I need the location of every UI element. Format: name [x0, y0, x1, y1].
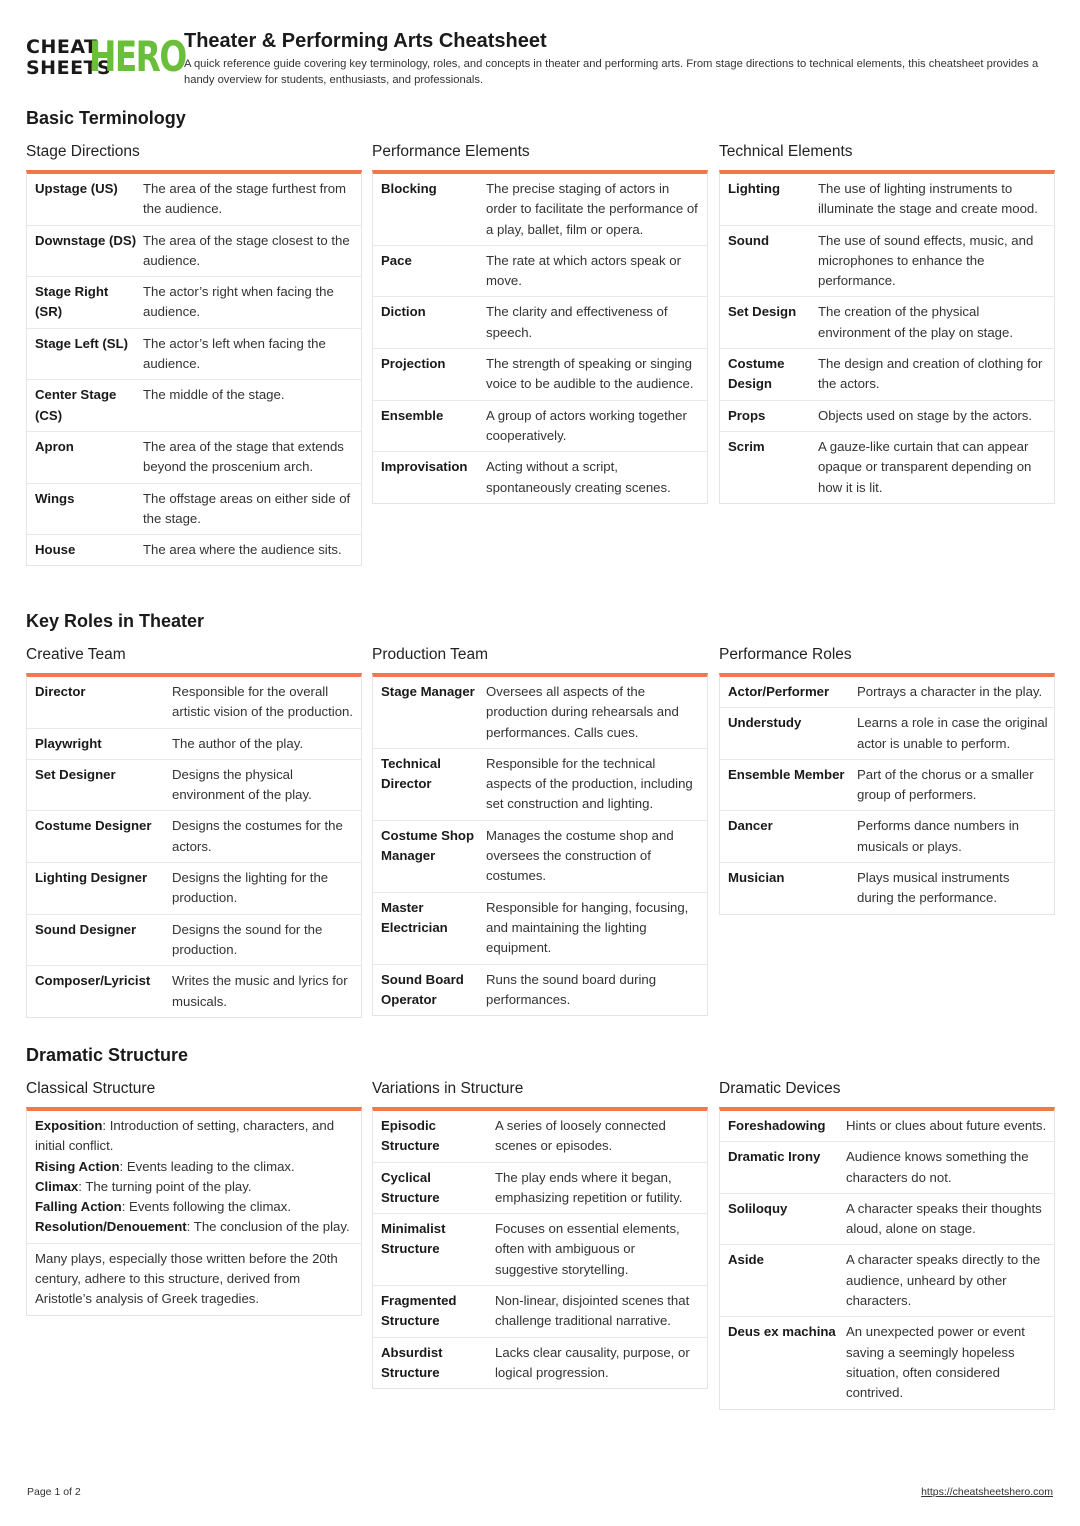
row-term: Stage Right (SR) — [35, 284, 109, 320]
row-term: Composer/Lyricist — [35, 973, 151, 989]
classical-structure-item — [35, 1157, 353, 1177]
row-description: Runs the sound board during performances. — [486, 971, 657, 1007]
row-description: The creation of the physical environment of the play on stage. — [818, 304, 1014, 340]
row-term: Aside — [728, 1252, 764, 1268]
table-row — [720, 174, 1054, 226]
card-creative-team — [26, 645, 362, 1018]
row-term: Set Designer — [35, 766, 116, 782]
table-row — [720, 401, 1054, 432]
row-term: Master Electrician — [381, 899, 448, 935]
row-term: Costume Shop Manager — [381, 827, 475, 864]
table-row — [373, 246, 707, 298]
row-description: A gauze-like curtain that can appear opaque or transparent depending on how it is lit. — [818, 438, 1032, 495]
row-description: An unexpected power or event saving a seemingly hopeless situation, often considered contrived. — [846, 1324, 1025, 1401]
item-description: : The conclusion of the play. — [186, 1219, 350, 1235]
classical-structure-list — [27, 1111, 361, 1244]
row-description: A character speaks directly to the audience, unheard by other characters. — [846, 1252, 1041, 1309]
row-description: Focuses on essential elements, often with ambiguous or suggestive storytelling. — [495, 1221, 680, 1277]
item-description: : The turning point of the play. — [78, 1178, 252, 1194]
row-description: Writes the music and lyrics for musicals. — [172, 973, 348, 1009]
card-title: Performance Roles — [719, 646, 852, 663]
card-performance-roles — [719, 645, 1055, 915]
row-term: Musician — [728, 870, 785, 886]
row-description: Part of the chorus or a smaller group of performers. — [857, 766, 1034, 803]
card-title: Dramatic Devices — [719, 1080, 841, 1097]
row-term: Absurdist Structure — [381, 1344, 443, 1380]
term-table — [719, 673, 1055, 915]
cheatsheetshero-logo[interactable] — [26, 32, 186, 81]
table-row — [720, 760, 1054, 812]
row-description: The use of sound effects, music, and microphones to enhance the performance. — [818, 232, 1034, 289]
row-description: The offstage areas on either side of the stage. — [143, 490, 351, 526]
row-description: The actor’s left when facing the audience. — [143, 335, 326, 372]
card-dramatic-devices — [719, 1079, 1055, 1410]
row-description: Designs the lighting for the production. — [172, 870, 329, 906]
row-description: Plays musical instruments during the performance. — [857, 870, 1010, 906]
section-title-dramatic-structure: Dramatic Structure — [26, 1045, 189, 1065]
table-row — [373, 1286, 707, 1338]
table-row — [720, 811, 1054, 863]
item-term: Resolution/Denouement — [35, 1219, 187, 1235]
row-term: Ensemble — [381, 407, 444, 423]
row-term: Blocking — [381, 181, 437, 196]
row-description: Audience knows something the characters do not. — [846, 1149, 1029, 1185]
table-row — [373, 1163, 707, 1215]
term-table — [372, 1107, 708, 1389]
card-title: Stage Directions — [26, 143, 140, 160]
section-title-basic-terminology: Basic Terminology — [26, 108, 186, 128]
row-description: A series of loosely connected scenes or episodes. — [495, 1118, 666, 1154]
row-description: The area of the stage closest to the audience. — [143, 232, 350, 268]
row-term: Soliloquy — [728, 1200, 788, 1216]
classical-structure-note: Many plays, especially those written before the 20th century, adhere to this structure, derived from Aristotle’s analysis of Greek tragedies. — [35, 1250, 338, 1307]
row-description: The actor’s right when facing the audience. — [143, 284, 334, 320]
row-term: Diction — [381, 304, 426, 320]
row-description: The area of the stage that extends beyond the proscenium arch. — [143, 438, 344, 475]
classical-structure-item — [35, 1116, 353, 1157]
row-term: Pace — [381, 252, 412, 268]
row-description: Portrays a character in the play. — [857, 684, 1043, 699]
card-title: Performance Elements — [372, 143, 530, 160]
row-term: Sound Designer — [35, 921, 137, 937]
row-term: Stage Left (SL) — [35, 335, 129, 351]
table-row — [27, 226, 361, 278]
logo-text-cheat: CHEAT — [26, 36, 98, 58]
table-row — [720, 1111, 1054, 1142]
row-description: Responsible for hanging, focusing, and maintaining the lighting equipment. — [486, 899, 689, 956]
term-table — [26, 170, 362, 566]
row-description: The strength of speaking or singing voice to be audible to the audience. — [486, 356, 694, 392]
row-term: Lighting Designer — [35, 870, 148, 886]
table-row — [720, 432, 1054, 503]
table-row — [27, 484, 361, 536]
table-row — [720, 1142, 1054, 1194]
row-term: Dramatic Irony — [728, 1149, 821, 1165]
item-description: : Events leading to the climax. — [119, 1158, 295, 1174]
term-table — [719, 1107, 1055, 1410]
row-description: A group of actors working together cooperatively. — [486, 407, 687, 443]
row-term: Wings — [35, 490, 75, 506]
row-description: Hints or clues about future events. — [846, 1118, 1047, 1133]
table-row — [373, 1214, 707, 1286]
row-term: Dancer — [728, 818, 773, 834]
table-row — [720, 226, 1054, 298]
item-description: : Introduction of setting, characters, and initial conflict. — [35, 1118, 335, 1154]
table-row — [720, 297, 1054, 349]
row-description: Responsible for the overall artistic vision of the production. — [172, 684, 354, 720]
table-row — [373, 677, 707, 749]
row-description: Performs dance numbers in musicals or plays. — [857, 818, 1019, 854]
row-description: The clarity and effectiveness of speech. — [486, 304, 668, 340]
row-description: Designs the physical environment of the play. — [172, 766, 312, 803]
row-term: Set Design — [728, 304, 797, 320]
card-classical-structure — [26, 1079, 362, 1316]
table-row — [27, 863, 361, 915]
row-description: Manages the costume shop and oversees the construction of costumes. — [486, 827, 674, 884]
table-row — [373, 821, 707, 893]
row-description: A character speaks their thoughts aloud, alone on stage. — [846, 1200, 1042, 1237]
row-term: Improvisation — [381, 459, 468, 475]
classical-structure-item — [35, 1177, 353, 1197]
item-term: Falling Action — [35, 1199, 122, 1215]
term-table — [372, 170, 708, 504]
classical-structure-item — [35, 1217, 353, 1237]
page-title: Theater & Performing Arts Cheatsheet — [184, 30, 547, 52]
row-description: The rate at which actors speak or move. — [486, 252, 681, 289]
row-term: Deus ex machina — [728, 1324, 836, 1340]
row-term: Costume Design — [728, 356, 785, 392]
card-production-team — [372, 645, 708, 1016]
table-row — [27, 811, 361, 863]
row-description: Lacks clear causality, purpose, or logical progression. — [495, 1344, 690, 1380]
logo-text-hero: HERO — [89, 32, 186, 81]
card-technical-elements — [719, 142, 1055, 504]
row-description: Objects used on stage by the actors. — [818, 407, 1033, 423]
row-description: The author of the play. — [172, 735, 303, 751]
row-term: Actor/Performer — [728, 684, 830, 699]
row-description: Learns a role in case the original actor is unable to perform. — [857, 715, 1048, 751]
card-stage-directions — [26, 142, 362, 566]
table-row — [720, 863, 1054, 914]
table-row — [27, 677, 361, 729]
row-term: House — [35, 542, 76, 558]
table-row — [373, 452, 707, 503]
row-description: The play ends where it began, emphasizing repetition or futility. — [495, 1169, 683, 1205]
term-table — [372, 673, 708, 1016]
row-term: Props — [728, 407, 766, 423]
row-term: Lighting — [728, 181, 780, 196]
row-term: Foreshadowing — [728, 1118, 826, 1133]
table-row — [373, 297, 707, 349]
table-row — [27, 760, 361, 812]
row-term: Sound Board Operator — [381, 971, 464, 1007]
table-row — [720, 1245, 1054, 1317]
section-title-key-roles: Key Roles in Theater — [26, 611, 205, 631]
table-row — [27, 966, 361, 1017]
classical-structure-item — [35, 1197, 353, 1217]
table-row — [720, 677, 1054, 708]
card-title: Technical Elements — [719, 143, 853, 160]
term-table — [26, 673, 362, 1018]
card-title: Classical Structure — [26, 1080, 156, 1097]
item-term: Rising Action — [35, 1158, 120, 1174]
row-term: Downstage (DS) — [35, 232, 137, 248]
row-term: Understudy — [728, 715, 802, 731]
table-row — [373, 401, 707, 453]
logo-text-sheets: SHEETS — [26, 57, 112, 79]
row-description: The area of the stage furthest from the audience. — [143, 181, 347, 217]
site-link[interactable]: https://cheatsheetshero.com — [921, 1486, 1053, 1498]
row-term: Ensemble Member — [728, 766, 845, 782]
table-row — [720, 349, 1054, 401]
page-subtitle: A quick reference guide covering key terminology, roles, and concepts in theater and performing arts. From stage directions to technical elements, this cheatsheet provides a handy overview for students, enthusiasts, and professionals. — [184, 58, 1039, 86]
table-row — [27, 329, 361, 381]
row-term: Minimalist Structure — [381, 1221, 446, 1257]
table-row — [373, 749, 707, 821]
table-row — [373, 893, 707, 965]
item-term: Climax — [35, 1178, 79, 1194]
classical-structure-box — [26, 1107, 362, 1316]
table-row — [27, 174, 361, 226]
row-description: The design and creation of clothing for the actors. — [818, 356, 1043, 392]
page-header — [26, 28, 1056, 90]
row-description: Designs the sound for the production. — [172, 921, 323, 957]
term-table — [719, 170, 1055, 504]
table-row — [720, 1194, 1054, 1246]
row-term: Episodic Structure — [381, 1118, 440, 1154]
row-description: Designs the costumes for the actors. — [172, 818, 343, 854]
card-title: Creative Team — [26, 646, 126, 663]
row-description: The use of lighting instruments to illuminate the stage and create mood. — [818, 181, 1038, 217]
row-description: The area where the audience sits. — [143, 542, 342, 558]
card-title: Variations in Structure — [372, 1080, 524, 1097]
table-row — [27, 729, 361, 760]
row-term: Stage Manager — [381, 684, 475, 699]
table-row — [27, 535, 361, 565]
card-variations-in-structure — [372, 1079, 708, 1389]
table-row — [373, 1111, 707, 1163]
row-term: Cyclical Structure — [381, 1169, 440, 1205]
row-term: Fragmented Structure — [381, 1293, 457, 1329]
row-description: The middle of the stage. — [143, 387, 285, 403]
row-term: Upstage (US) — [35, 181, 118, 196]
row-term: Costume Designer — [35, 818, 152, 834]
table-row — [27, 380, 361, 432]
table-row — [27, 277, 361, 329]
table-row — [720, 708, 1054, 760]
table-row — [720, 1317, 1054, 1408]
table-row — [27, 915, 361, 967]
table-row — [27, 432, 361, 484]
page-number: Page 1 of 2 — [27, 1486, 81, 1498]
row-term: Center Stage (CS) — [35, 387, 117, 423]
row-description: Acting without a script, spontaneously creating scenes. — [486, 459, 671, 495]
row-description: The precise staging of actors in order to facilitate the performance of a play, ballet, film or opera. — [486, 181, 698, 237]
row-term: Director — [35, 684, 86, 699]
table-row — [373, 349, 707, 401]
row-description: Oversees all aspects of the production during rehearsals and performances. Calls cues. — [486, 684, 679, 740]
row-description: Non-linear, disjointed scenes that challenge traditional narrative. — [495, 1293, 690, 1329]
row-description: Responsible for the technical aspects of the production, including set construction and lighting. — [486, 755, 693, 812]
row-term: Apron — [35, 438, 74, 454]
item-term: Exposition — [35, 1118, 103, 1133]
row-term: Technical Director — [381, 755, 441, 792]
row-term: Projection — [381, 356, 446, 372]
row-term: Scrim — [728, 438, 765, 454]
table-row — [373, 174, 707, 246]
row-term: Sound — [728, 232, 770, 248]
card-performance-elements — [372, 142, 708, 504]
table-row — [373, 1338, 707, 1389]
item-description: : Events following the climax. — [121, 1199, 292, 1215]
row-term: Playwright — [35, 735, 102, 751]
table-row — [373, 965, 707, 1016]
card-title: Production Team — [372, 646, 489, 663]
